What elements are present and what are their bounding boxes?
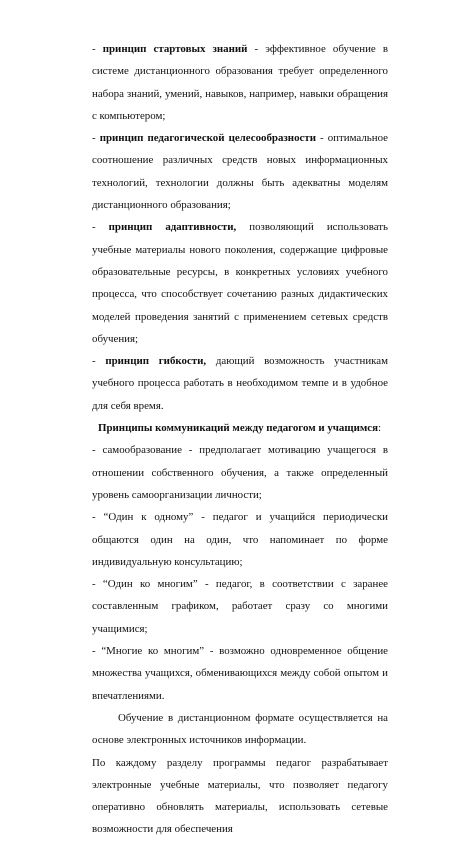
list-dash: - xyxy=(92,221,109,234)
principle-start-knowledge xyxy=(92,38,388,127)
principle-title: принцип адаптивности, xyxy=(108,221,237,234)
principle-title: принцип педагогической целесообразности xyxy=(99,132,316,145)
document-body xyxy=(92,38,388,841)
section-heading-title: Принципы коммуникаций между педагогом и учащимся xyxy=(98,422,378,435)
communication-many-to-many: - “Многие ко многим” - возможно одновременное общение множества учащихся, обменивающихся между собой опытом и впечатлениями. xyxy=(92,645,388,702)
principle-adaptivity xyxy=(92,216,388,350)
paragraph-electronic-materials: По каждому разделу программы педагог разрабатывает электронные учебные материалы, что позволяет педагогу оперативно обновлять материалы, использовать сетевые возможности для обеспечения xyxy=(92,756,388,836)
paragraph-distance-format: Обучение в дистанционном формате осуществляется на основе электронных источников информации. xyxy=(92,711,388,747)
communication-self-education: - самообразование - предполагает мотивацию учащегося в отношении собственного обучения, а также определенный уровень самоорганизации личности; xyxy=(92,444,388,501)
principle-title: принцип гибкости, xyxy=(105,355,207,368)
communication-one-to-one: - “Один к одному” - педагог и учащийся периодически общаются один на один, что напоминает по форме индивидуальную консультацию; xyxy=(92,511,388,568)
principle-title: принцип стартовых знаний xyxy=(102,43,248,55)
list-dash: - xyxy=(92,43,103,55)
principle-text: дающий возможность участникам учебного процесса работать в необходимом темпе и в удобное для себя время. xyxy=(92,355,388,412)
principle-text: - эффективное обучение в системе дистанционного образования требует определенного набора знаний, умений, навыков, например, навыки обращения с компьютером; xyxy=(92,43,388,122)
communication-one-to-many: - “Один ко многим” - педагог, в соответствии с заранее составленным графиком, работает сразу со многими учащимися; xyxy=(92,578,388,635)
principle-text: - оптимальное соотношение различных средств новых информационных технологий, технологии должны быть адекватны моделям дистанционного образования; xyxy=(92,132,388,212)
principle-text: позволяющий использовать учебные материалы нового поколения, содержащие цифровые образовательные ресурсы, в конкретных условиях учебного процесса, что способствует сочетанию разных дидактических моделей проведения занятий с применением сетевых средств обучения; xyxy=(92,221,388,345)
principle-pedagogical-expediency xyxy=(92,127,388,216)
section-heading xyxy=(92,417,388,439)
list-dash: - xyxy=(92,132,100,145)
principle-flexibility xyxy=(92,350,388,417)
section-heading-colon: : xyxy=(378,422,382,435)
list-dash: - xyxy=(92,355,106,368)
